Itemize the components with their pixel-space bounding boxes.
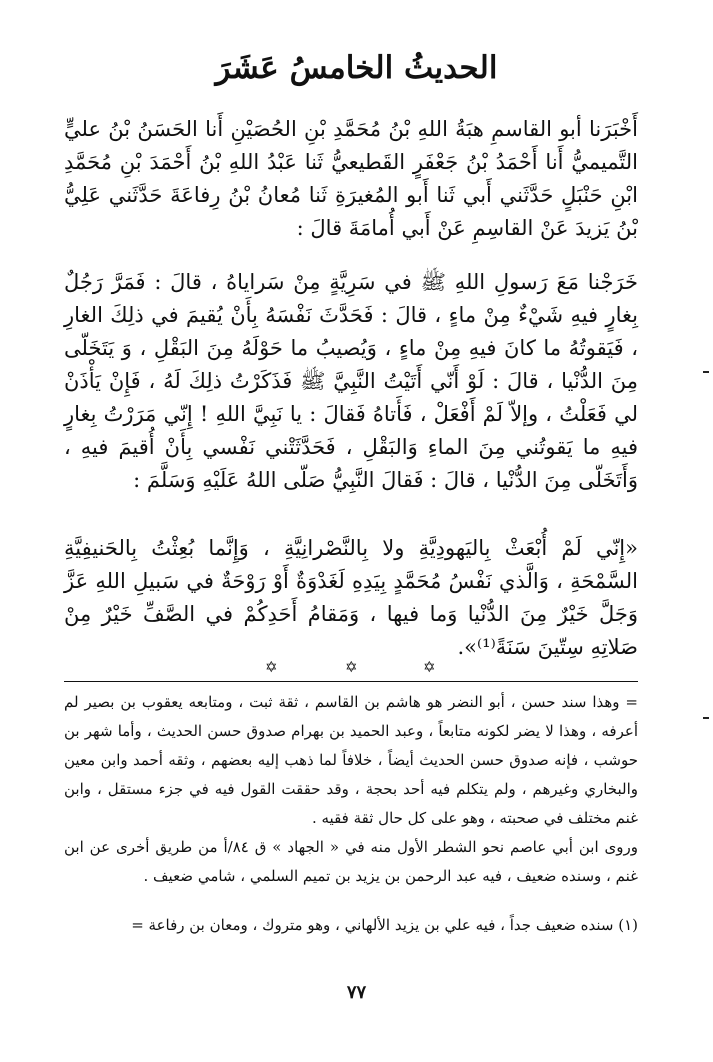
margin-mark bbox=[703, 371, 709, 373]
star-ornament: ✡ bbox=[265, 658, 278, 676]
footnote-divider bbox=[64, 681, 638, 682]
section-separator bbox=[0, 660, 713, 674]
hadith-narrative-paragraph: خَرَجْنا مَعَ رَسولِ اللهِ ﷺ في سَرِيَّةٍ مِنْ سَراياهُ ، قالَ : فَمَرَّ رَجُلٌ بِغارٍ فيهِ شَيْءٌ مِنْ ماءٍ ، قالَ : فَحَدَّثَ نَفْسَهُ بِأَنْ يُقيمَ في ذلِكَ الغارِ ، فَيَقوتُهُ ما كانَ فيهِ مِنْ ماءٍ ، وَيُصيبُ ما حَوْلَهُ مِنَ البَقْلِ ، وَ يَتَخَلّى مِنَ الدُّنْيا ، قالَ : لَوْ أَنّي أَتَيْتُ النَّبِيَّ ﷺ فَذَكَرْتُ ذلِكَ لَهُ ، فَإِنْ يَأْذَنْ لي فَعَلْتُ ، وإلاّ لَمْ أَفْعَلْ ، فَأَتاهُ فَقالَ : يا نَبِيَّ اللهِ ! إِنّي مَرَرْتُ بِغارٍ فيهِ ما يَقوتُني مِنَ الماءِ وَالبَقْلِ ، فَحَدَّثَتْني نَفْسي بِأَنْ أُقيمَ فيهِ ، وَأَتَخَلّى مِنَ الدُّنْيا ، قالَ : فَقالَ النَّبِيُّ صَلّى اللهُ عَلَيْهِ وَسَلَّمَ : bbox=[64, 270, 638, 492]
page-number: ٧٧ bbox=[346, 982, 367, 1003]
hadith-isnad-paragraph: أَخْبَرَنا أبو القاسمِ هبَةُ اللهِ بْنُ مُحَمَّدِ بْنِ الحُصَيْنِ أَنا الحَسَنُ بْنُ عليٍّ التَّميميُّ أَنا أَحْمَدُ بْنُ جَعْفَرٍ القَطيعيُّ ثَنا عَبْدُ اللهِ بْنُ أَحْمَدَ بْنِ مُحَمَّدِ ابْنِ حَنْبَلٍ حَدَّثَني أَبي ثَنا أَبو المُغيرَةِ ثَنا مُعانُ بْنُ رِفاعَةَ حَدَّثَني عَلِيُّ بْنُ يَزيدَ عَنْ القاسِمِ عَنْ أَبي أُمامَةَ قالَ : bbox=[64, 117, 638, 240]
margin-mark bbox=[703, 717, 709, 719]
footnote-1: (١) سنده ضعيف جداً ، فيه علي بن يزيد الألهاني ، وهو متروك ، ومعان بن رفاعة = bbox=[131, 916, 638, 934]
page-title: الحديثُ الخامسُ عَشَرَ bbox=[215, 50, 498, 86]
footnote-continuation: = وهذا سند حسن ، أبو النضر هو هاشم بن القاسم ، ثقة ثبت ، ومتابعه يعقوب بن بصير لم أعرفه ، وهذا لا يضر لكونه متابعاً ، وعبد الحميد بن بهرام صدوق حسن الحديث ، وأما شهر بن حوشب ، فإنه صدوق حسن الحديث أيضاً ، خلافاً لما ذهب إليه بعضهم ، وثقه أحمد وابن معين والبخاري وغيرهم ، ولم يتكلم فيه أحد بحجة ، وقد حققت القول فيه في جزء مستقل ، وابن غنم مختلف في صحبته ، وهو على كل حال ثقة فقيه . bbox=[64, 693, 638, 827]
star-ornament: ✡ bbox=[345, 658, 358, 676]
footnote-paragraph: وروى ابن أبي عاصم نحو الشطر الأول منه في « الجهاد » ق ٨٤/أ من طريق أخرى عن ابن غنم ، وسنده ضعيف ، فيه عبد الرحمن بن يزيد بن تميم السلمي ، شامي ضعيف . bbox=[64, 838, 638, 885]
hadith-quote-paragraph: «إِنّي لَمْ أُبْعَثْ بِاليَهودِيَّةِ ولا بِالنَّصْرانِيَّةِ ، وَإِنَّما بُعِثْتُ بِالحَنيفِيَّةِ السَّمْحَةِ ، وَالَّذي نَفْسُ مُحَمَّدٍ بِيَدِهِ لَغَدْوَةٌ أَوْ رَوْحَةٌ في سَبيلِ اللهِ عَزَّ وَجَلَّ خَيْرٌ مِنَ الدُّنْيا وَما فيها ، وَمَقامُ أَحَدِكُمْ في الصَّفِّ خَيْرٌ مِنْ صَلاتِهِ سِتّينَ سَنَةً⁽¹⁾». bbox=[64, 536, 638, 659]
star-ornament: ✡ bbox=[423, 658, 436, 676]
